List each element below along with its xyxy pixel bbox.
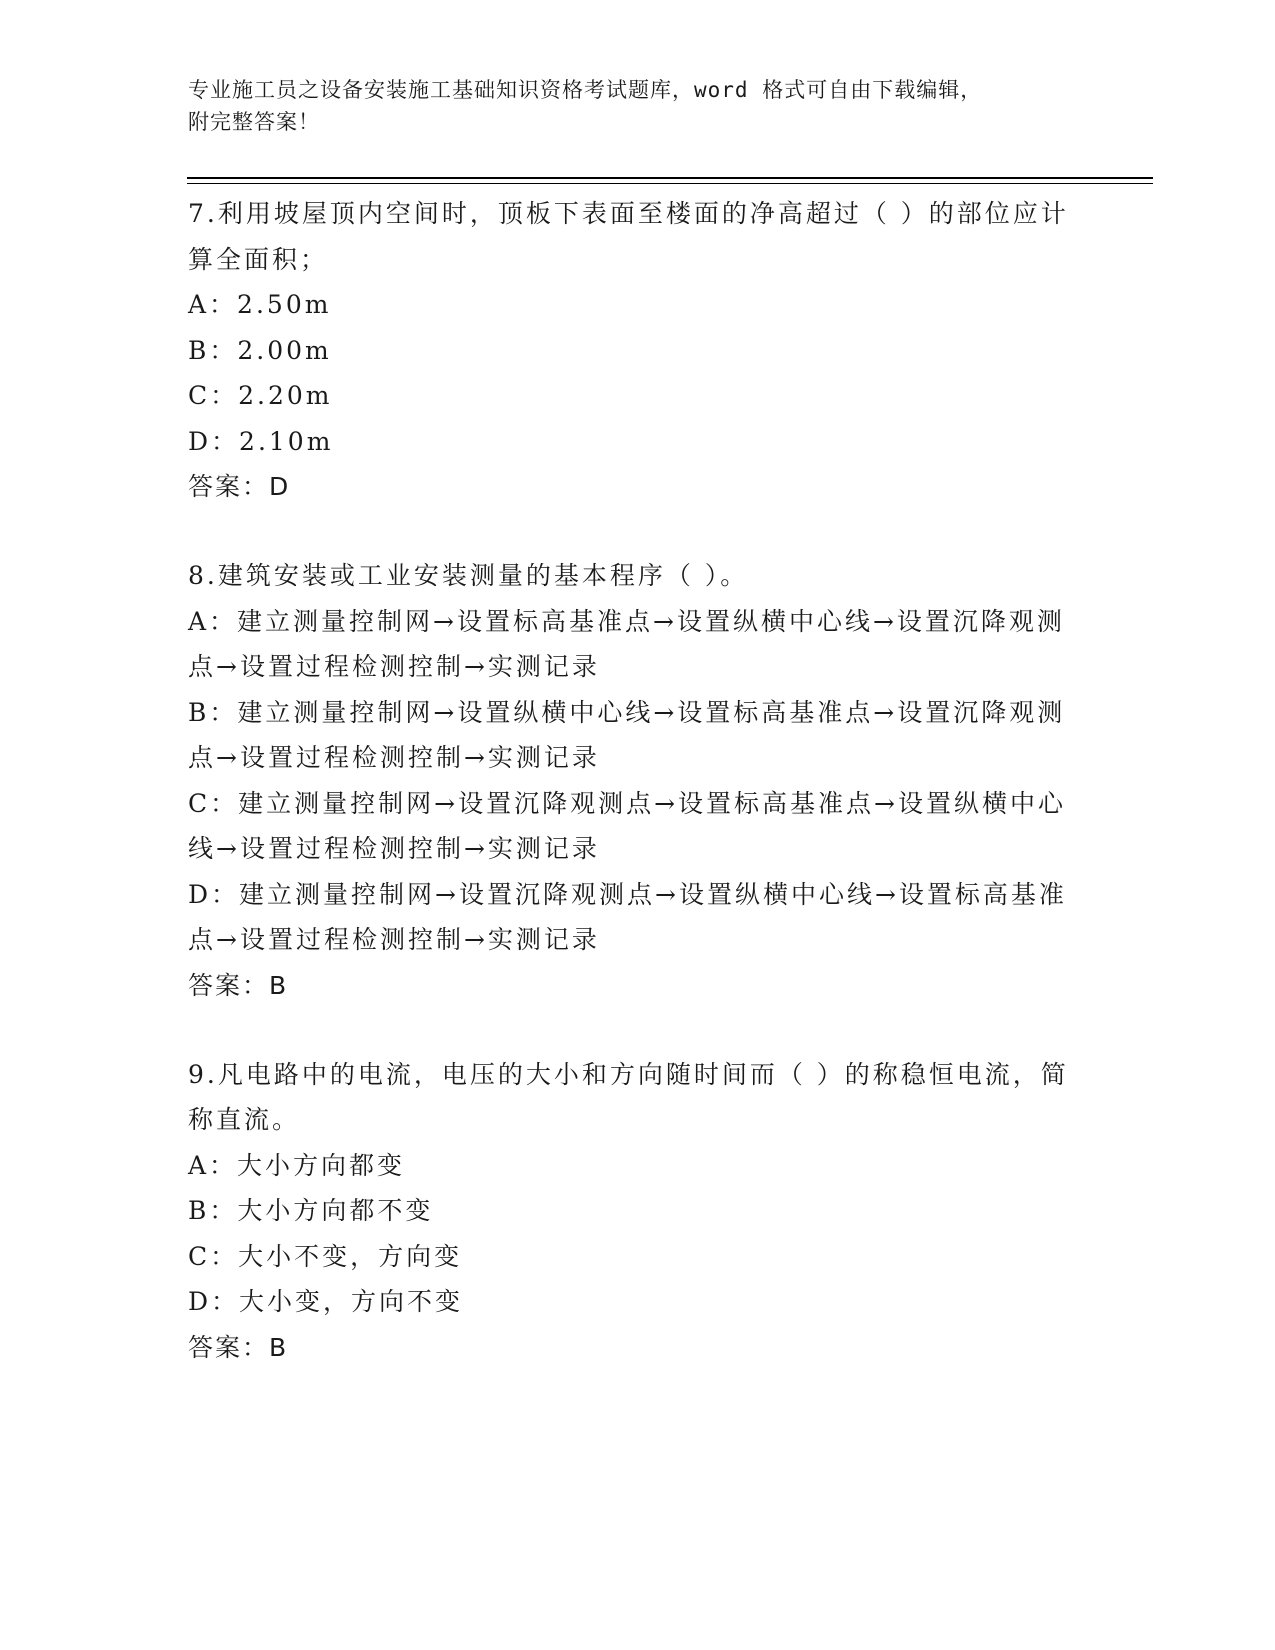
question-stem xyxy=(188,553,1088,599)
answer-line: 答案：D xyxy=(188,472,291,501)
option-d: D：大小变，方向不变 xyxy=(188,1287,464,1316)
option-c: C：建立测量控制网→设置沉降观测点→设置标高基准点→设置纵横中心线→设置过程检测控制→实测记录 xyxy=(188,788,1066,863)
question-number: 8. xyxy=(188,561,218,590)
question-list xyxy=(188,191,1088,1414)
option-b: B：2.00m xyxy=(188,335,332,365)
option-a: A：大小方向都变 xyxy=(188,1150,406,1180)
question-8 xyxy=(188,553,1088,1009)
question-number: 9. xyxy=(188,1059,218,1089)
option-b: B：建立测量控制网→设置纵横中心线→设置标高基准点→设置沉降观测点→设置过程检测控制→实测记录 xyxy=(188,697,1066,772)
answer-line: 答案：B xyxy=(188,1332,289,1362)
question-stem xyxy=(188,1052,1088,1143)
option-b: B：大小方向都不变 xyxy=(188,1196,434,1225)
option-d: D：建立测量控制网→设置沉降观测点→设置纵横中心线→设置标高基准点→设置过程检测控制→实测记录 xyxy=(188,879,1067,954)
header-divider-thick xyxy=(187,177,1153,179)
question-stem xyxy=(188,191,1088,282)
document-header xyxy=(188,74,1068,138)
question-7 xyxy=(188,191,1088,510)
header-divider-thin xyxy=(187,183,1153,184)
option-a: A：2.50m xyxy=(188,290,332,319)
question-text: 利用坡屋顶内空间时，顶板下表面至楼面的净高超过（ ）的部位应计算全面积； xyxy=(188,199,1069,274)
question-number: 7. xyxy=(188,199,218,228)
question-text: 建筑安装或工业安装测量的基本程序（ ）。 xyxy=(217,561,749,590)
option-c: C：大小不变，方向变 xyxy=(188,1241,463,1271)
header-line-1: 专业施工员之设备安装施工基础知识资格考试题库，word 格式可自由下载编辑， xyxy=(188,78,983,102)
option-d: D：2.10m xyxy=(188,426,334,456)
question-9 xyxy=(188,1052,1088,1371)
answer-line: 答案：B xyxy=(188,970,289,1000)
header-line-2: 附完整答案！ xyxy=(188,110,320,134)
option-a: A：建立测量控制网→设置标高基准点→设置纵横中心线→设置沉降观测点→设置过程检测控制→实测记录 xyxy=(188,606,1065,681)
question-text: 凡电路中的电流，电压的大小和方向随时间而（ ）的称稳恒电流，简称直流。 xyxy=(188,1059,1069,1134)
option-c: C：2.20m xyxy=(188,381,333,410)
